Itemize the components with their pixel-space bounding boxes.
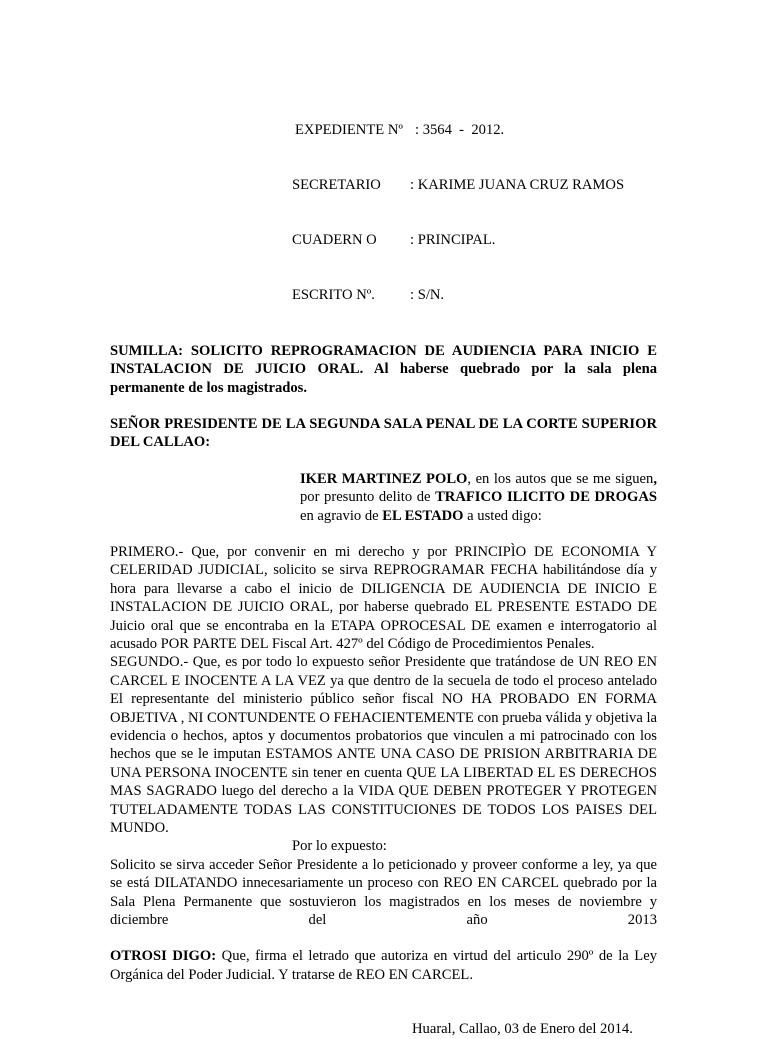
segundo-paragraph: SEGUNDO.- Que, es por todo lo expuesto señor Presidente que tratándose de UN REO EN CARCEL E INOCENTE A LA VEZ ya que dentro de la secuela de todo el proceso antelado El representante del ministerio público señor fiscal NO HA PROBADO EN FORMA OBJETIVA , NI CONTUNDENTE O FEHACIENTEMENTE con prueba válida y objetiva la evidencia o hechos, aptos y documentos probatorios que vinculen a mi patrocinado con los hechos que se le imputan ESTAMOS ANTE UNA CASO DE PRISION ARBITRARIA DE UNA PERSONA INOCENTE sin tener en cuenta QUE LA LIBERTAD EL ES DERECHOS MAS SAGRADO luego del derecho a la VIDA QUE DEBEN PROTEGER Y PROTEGEN TUTELADAMENTE TODAS LAS CONSTITUCIONES DE TODOS LOS PAISES DEL MUNDO.: [110, 654, 657, 837]
case-header: [292, 84, 657, 342]
spacer: [110, 984, 657, 1002]
intro-paragraph: [110, 470, 657, 525]
client-name: IKER MARTINEZ POLO: [300, 470, 468, 487]
spacer: [110, 397, 657, 415]
intro-text: en agravio de: [300, 507, 383, 524]
primero-paragraph: PRIMERO.- Que, por convenir en mi derecho y por PRINCIPÌO DE ECONOMIA Y CELERIDAD JUDICIAL, solicito se sirva REPROGRAMAR FECHA habilitándose día y hora para llevarse a cabo el inicio de DILIGENCIA DE AUDIENCIA DE INICIO E INSTALACION DE JUICIO ORAL, por haberse quebrado EL PRESENTE ESTADO DE Juicio oral que se encontraba en la ETAPA OPROCESAL DE examen e interrogatorio al acusado POR PARTE DEL Fiscal Art. 427º del Código de Procedimientos Penales.: [110, 543, 657, 652]
expediente-label: EXPEDIENTE Nº: [295, 121, 403, 138]
secretario-value: : KARIME JUANA CRUZ RAMOS: [410, 177, 625, 194]
escrito-label: ESCRITO Nº.: [292, 287, 375, 304]
otrosi-label: OTROSI DIGO:: [110, 948, 217, 965]
secretario-label: SECRETARIO: [292, 177, 381, 194]
solicito-paragraph: Solicito se sirva acceder Señor Presidente a lo peticionado y proveer conforme a ley, ya que se está DILATANDO innecesariamente un proceso con REO EN CARCEL quebrado por la Sala Plena Permanente que sostuvieron los magistrados en los meses de noviembre y diciembre del año 2013: [110, 856, 657, 929]
secretario-line: [292, 176, 657, 194]
sumilla: SUMILLA: SOLICITO REPROGRAMACION DE AUDIENCIA PARA INICIO E INSTALACION DE JUICIO ORAL. Al haberse quebrado por la sala plena permanente de los magistrados.: [110, 342, 657, 396]
cuaderno-label: CUADERN O: [292, 232, 377, 249]
spacer: [110, 452, 657, 470]
intro-comma: ,: [653, 470, 657, 487]
spacer: [110, 929, 657, 947]
spacer: [110, 1002, 657, 1020]
escrito-line: [292, 286, 657, 304]
crime-name: TRAFICO ILICITO DE DROGAS: [435, 489, 657, 506]
cuaderno-line: [292, 231, 657, 249]
addressee: SEÑOR PRESIDENTE DE LA SEGUNDA SALA PENAL DE LA CORTE SUPERIOR DEL CALLAO:: [110, 415, 657, 451]
escrito-value: : S/N.: [410, 287, 445, 304]
expediente-line: [292, 121, 657, 139]
otrosi-text: Que, firma el letrado que autoriza en virtud del articulo 290º de la Ley Orgánica del Poder Judicial. Y tratarse de REO EN CARCEL.: [110, 948, 657, 983]
intro-text: , en los autos que se me siguen: [467, 470, 654, 487]
victim-name: EL ESTADO: [382, 507, 464, 524]
por-lo-expuesto: Por lo expuesto:: [292, 838, 387, 855]
intro-text: por presunto delito de: [300, 489, 436, 506]
intro-text: a usted digo:: [463, 507, 542, 524]
expediente-value: : 3564 - 2012.: [415, 121, 505, 138]
otrosi-paragraph: [110, 947, 657, 984]
cuaderno-value: : PRINCIPAL.: [410, 232, 496, 249]
spacer: [110, 525, 657, 543]
place-date: Huaral, Callao, 03 de Enero del 2014.: [412, 1021, 633, 1038]
legal-document: [110, 84, 657, 1039]
